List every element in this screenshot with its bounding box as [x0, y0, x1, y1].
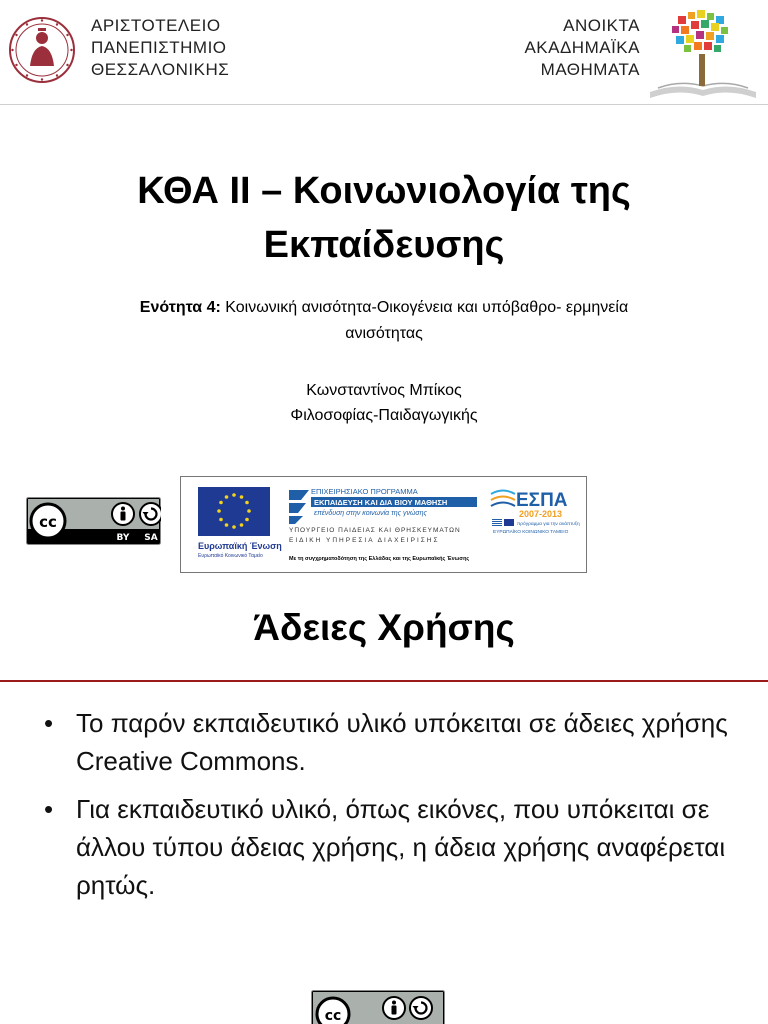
bullet-item: • Το παρόν εκπαιδευτικό υλικό υπόκειται σε άδειες χρήσης Creative Commons. [42, 704, 732, 780]
cc-by-sa-license-badge-bottom[interactable] [311, 990, 445, 1024]
ministry-line-1: ΥΠΟΥΡΓΕΙΟ ΠΑΙΔΕΙΑΣ ΚΑΙ ΘΡΗΣΚΕΥΜΑΤΩΝ [289, 527, 461, 534]
cc-icon-label: cc [324, 1008, 342, 1024]
op-slogan: επένδυση στην κοινωνία της γνώσης [314, 510, 427, 517]
unit-subtitle [70, 295, 698, 347]
open-courses-name-line: ΜΑΘΗΜΑΤΑ [540, 60, 640, 79]
op-line-2: ΕΚΠΑΙΔΕΥΣΗ ΚΑΙ ΔΙΑ ΒΙΟΥ ΜΑΘΗΣΗ [314, 498, 448, 507]
license-bullets [42, 704, 732, 914]
eu-small-flag-icon [504, 519, 514, 526]
eu-label: Ευρωπαϊκή Ένωση [198, 541, 282, 551]
cc-icon [31, 504, 65, 538]
section-title: Άδειες Χρήσης [253, 607, 515, 648]
funding-banner [180, 476, 587, 573]
by-label: BY [116, 533, 130, 543]
open-courses-name-line: ΑΚΑΔΗΜΑΪΚΑ [524, 38, 640, 57]
cc-icon-label: cc [39, 513, 57, 531]
course-title-line: ΚΘΑ ΙΙ – Κοινωνιολογία της [137, 170, 631, 212]
share-alike-icon [140, 503, 161, 525]
bullet-item: • Για εκπαιδευτικό υλικό, όπως εικόνες, που υπόκειται σε άλλου τύπου άδειας χρήσης, η άδεια χρήσης αναφέρεται ρητώς. [42, 790, 732, 904]
eu-sub-label: Ευρωπαϊκό Κοινωνικό Ταμείο [198, 553, 263, 559]
course-title-line: Εκπαίδευσης [263, 224, 505, 266]
university-seal-logo [8, 16, 76, 84]
open-courses-tree-logo [644, 8, 762, 100]
university-name-line: ΑΡΙΣΤΟΤΕΛΕΙΟ [91, 16, 221, 35]
attribution-person-icon [112, 503, 134, 525]
share-alike-icon [410, 997, 432, 1019]
espa-logo [491, 491, 515, 507]
section-divider [0, 680, 768, 682]
espa-label: ΕΣΠΑ [516, 490, 568, 511]
attribution-person-icon [383, 997, 405, 1019]
cofinance-note: Με τη συγχρηματοδότηση της Ελλάδας και της Ευρωπαϊκής Ένωσης [289, 556, 470, 562]
unit-text-continued: ανισότητας [345, 325, 423, 342]
unit-text: Κοινωνική ανισότητα-Οικογένεια και υπόβαθρο- ερμηνεία [220, 299, 629, 316]
university-name [91, 15, 229, 81]
espa-fund: ΕΥΡΩΠΑΪΚΟ ΚΟΙΝΩΝΙΚΟ ΤΑΜΕΙΟ [493, 530, 569, 535]
open-courses-name-line: ΑΝΟΙΚΤΑ [563, 16, 640, 35]
open-courses-name [524, 15, 640, 81]
university-name-line: ΘΕΣΣΑΛΟΝΙΚΗΣ [91, 60, 230, 79]
slide-header [0, 0, 768, 105]
operational-programme-logo [289, 490, 309, 524]
funding-banner-graphic [181, 477, 586, 572]
course-title [0, 164, 768, 272]
cc-icon [317, 998, 349, 1024]
author-block [0, 378, 768, 428]
espa-slogan: πρόγραμμα για την ανάπτυξη [517, 522, 580, 527]
author-department: Φιλοσοφίας-Παιδαγωγικής [290, 407, 478, 424]
greek-flag-icon [492, 519, 502, 526]
eu-flag-icon [198, 487, 270, 536]
author-name: Κωνσταντίνος Μπίκος [306, 382, 462, 399]
cc-by-sa-license-badge[interactable] [26, 497, 161, 545]
op-line-1: ΕΠΙΧΕΙΡΗΣΙΑΚΟ ΠΡΟΓΡΑΜΜΑ [311, 487, 418, 496]
ministry-line-2: ΕΙΔΙΚΗ ΥΠΗΡΕΣΙΑ ΔΙΑΧΕΙΡΙΣΗΣ [289, 537, 440, 544]
unit-label: Ενότητα 4: [139, 299, 221, 316]
university-name-line: ΠΑΝΕΠΙΣΤΗΜΙΟ [91, 38, 227, 57]
sa-label: SA [144, 533, 158, 543]
espa-years: 2007-2013 [519, 509, 563, 519]
